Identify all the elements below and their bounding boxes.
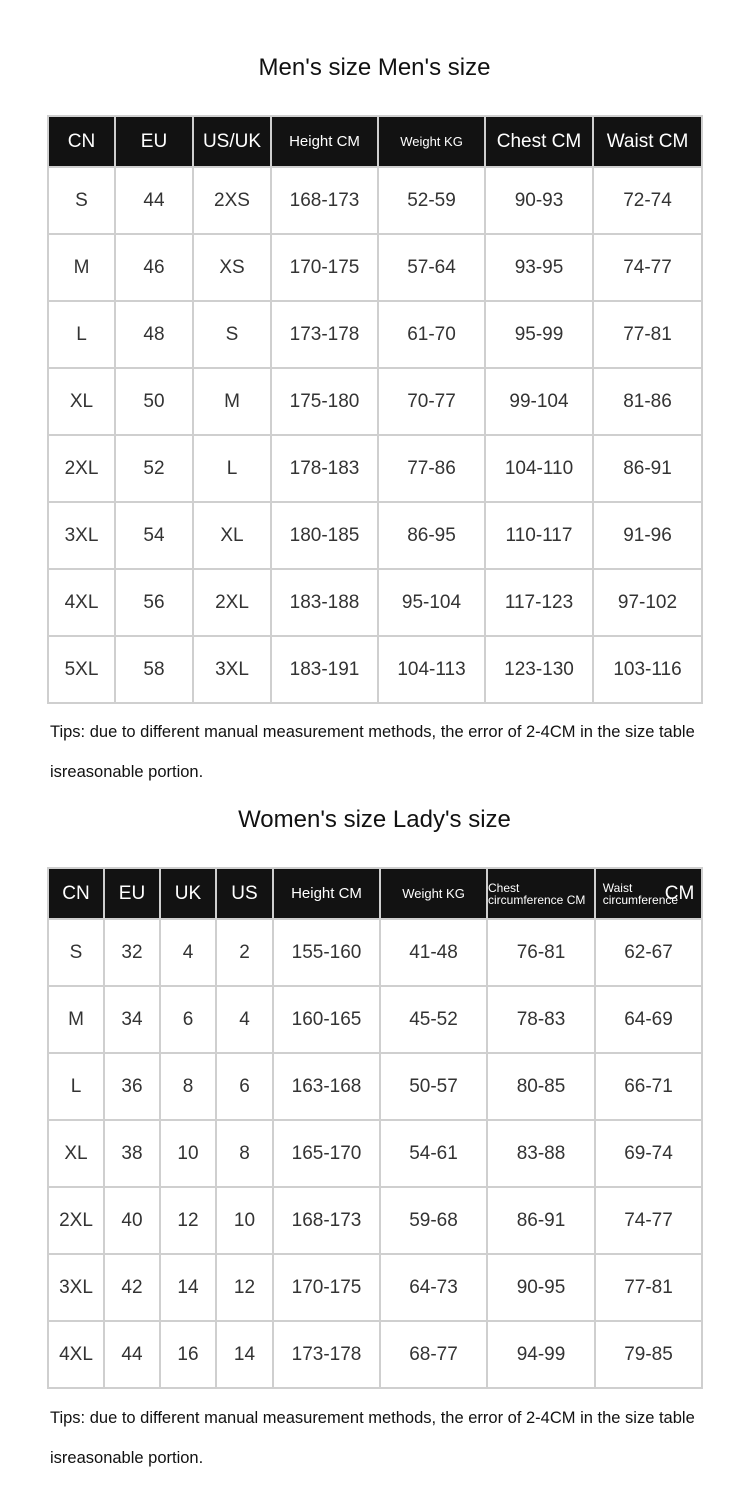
table-cell: S bbox=[48, 167, 115, 234]
table-row bbox=[48, 1053, 702, 1120]
table-cell: 123-130 bbox=[485, 636, 593, 703]
table-cell: 12 bbox=[160, 1187, 216, 1254]
table-cell: 48 bbox=[115, 301, 193, 368]
table-cell: 8 bbox=[216, 1120, 273, 1187]
table-cell: 175-180 bbox=[271, 368, 378, 435]
table-cell: 86-91 bbox=[593, 435, 702, 502]
table-cell: 168-173 bbox=[273, 1187, 380, 1254]
table-cell: 57-64 bbox=[378, 234, 485, 301]
table-cell: 76-81 bbox=[487, 919, 595, 986]
table-cell: 77-81 bbox=[593, 301, 702, 368]
table-cell: 104-113 bbox=[378, 636, 485, 703]
table-cell: 173-178 bbox=[273, 1321, 380, 1388]
table-row bbox=[48, 1254, 702, 1321]
table-cell: 95-99 bbox=[485, 301, 593, 368]
table-cell: 74-77 bbox=[593, 234, 702, 301]
table-cell: 180-185 bbox=[271, 502, 378, 569]
table-cell: 160-165 bbox=[273, 986, 380, 1053]
table-cell: 178-183 bbox=[271, 435, 378, 502]
table-cell: XL bbox=[48, 368, 115, 435]
table-cell: 10 bbox=[160, 1120, 216, 1187]
table-cell: 86-95 bbox=[378, 502, 485, 569]
table-cell: 41-48 bbox=[380, 919, 487, 986]
table-row bbox=[48, 301, 702, 368]
table-cell: 183-191 bbox=[271, 636, 378, 703]
table-row bbox=[48, 1321, 702, 1388]
table-cell: 163-168 bbox=[273, 1053, 380, 1120]
table-cell: 165-170 bbox=[273, 1120, 380, 1187]
table-row bbox=[48, 368, 702, 435]
header-cn: CN bbox=[48, 116, 115, 167]
table-cell: 83-88 bbox=[487, 1120, 595, 1187]
table-cell: 6 bbox=[160, 986, 216, 1053]
table-cell: 91-96 bbox=[593, 502, 702, 569]
table-cell: 3XL bbox=[48, 1254, 104, 1321]
table-row bbox=[48, 1187, 702, 1254]
table-cell: 58 bbox=[115, 636, 193, 703]
header-weight: Weight KG bbox=[380, 868, 487, 919]
men-tips: Tips: due to different manual measurement methods, the error of 2-4CM in the size table isreasonable portion. bbox=[50, 723, 695, 781]
header-chest: Chest CM bbox=[485, 116, 593, 167]
table-row bbox=[48, 234, 702, 301]
table-cell: 2XL bbox=[48, 435, 115, 502]
table-cell: 56 bbox=[115, 569, 193, 636]
table-cell: L bbox=[48, 301, 115, 368]
table-row bbox=[48, 636, 702, 703]
table-cell: 95-104 bbox=[378, 569, 485, 636]
table-cell: 10 bbox=[216, 1187, 273, 1254]
table-cell: 4 bbox=[160, 919, 216, 986]
header-waist-unit: CM bbox=[664, 882, 695, 904]
table-cell: 173-178 bbox=[271, 301, 378, 368]
table-cell: 42 bbox=[104, 1254, 160, 1321]
table-row bbox=[48, 502, 702, 569]
women-header-row bbox=[48, 868, 702, 919]
table-cell: 59-68 bbox=[380, 1187, 487, 1254]
table-cell: 44 bbox=[115, 167, 193, 234]
table-cell: 117-123 bbox=[485, 569, 593, 636]
table-cell: 6 bbox=[216, 1053, 273, 1120]
header-eu: EU bbox=[104, 868, 160, 919]
table-cell: 46 bbox=[115, 234, 193, 301]
header-waist-label: Waist circumference bbox=[602, 880, 679, 907]
table-cell: L bbox=[193, 435, 271, 502]
table-cell: 2XL bbox=[193, 569, 271, 636]
table-cell: 183-188 bbox=[271, 569, 378, 636]
header-weight: Weight KG bbox=[378, 116, 485, 167]
table-cell: 99-104 bbox=[485, 368, 593, 435]
table-cell: 32 bbox=[104, 919, 160, 986]
table-cell: 14 bbox=[216, 1321, 273, 1388]
table-cell: 8 bbox=[160, 1053, 216, 1120]
table-cell: 64-73 bbox=[380, 1254, 487, 1321]
table-row bbox=[48, 986, 702, 1053]
table-cell: 155-160 bbox=[273, 919, 380, 986]
header-us: US bbox=[216, 868, 273, 919]
table-row bbox=[48, 569, 702, 636]
women-tips: Tips: due to different manual measurement methods, the error of 2-4CM in the size table isreasonable portion. bbox=[50, 1409, 695, 1467]
table-cell: 36 bbox=[104, 1053, 160, 1120]
table-cell: 78-83 bbox=[487, 986, 595, 1053]
table-row bbox=[48, 1120, 702, 1187]
men-size-table bbox=[47, 115, 703, 704]
table-cell: 68-77 bbox=[380, 1321, 487, 1388]
table-cell: 70-77 bbox=[378, 368, 485, 435]
table-cell: 110-117 bbox=[485, 502, 593, 569]
table-cell: 104-110 bbox=[485, 435, 593, 502]
table-cell: 34 bbox=[104, 986, 160, 1053]
women-table-body bbox=[48, 919, 702, 1388]
header-chest: Chest circumference CM bbox=[487, 868, 595, 919]
table-cell: 4XL bbox=[48, 1321, 104, 1388]
table-cell: 77-81 bbox=[595, 1254, 702, 1321]
table-cell: XL bbox=[48, 1120, 104, 1187]
table-cell: 79-85 bbox=[595, 1321, 702, 1388]
table-cell: 64-69 bbox=[595, 986, 702, 1053]
table-cell: 97-102 bbox=[593, 569, 702, 636]
table-cell: 90-93 bbox=[485, 167, 593, 234]
table-cell: 77-86 bbox=[378, 435, 485, 502]
table-cell: 54 bbox=[115, 502, 193, 569]
table-cell: 45-52 bbox=[380, 986, 487, 1053]
men-size-title: Men's size Men's size bbox=[258, 54, 491, 81]
table-cell: XL bbox=[193, 502, 271, 569]
table-cell: 170-175 bbox=[271, 234, 378, 301]
table-cell: 3XL bbox=[48, 502, 115, 569]
header-height: Height CM bbox=[271, 116, 378, 167]
header-height: Height CM bbox=[273, 868, 380, 919]
header-us-uk: US/UK bbox=[193, 116, 271, 167]
table-cell: 4XL bbox=[48, 569, 115, 636]
header-uk: UK bbox=[160, 868, 216, 919]
table-cell: 2XL bbox=[48, 1187, 104, 1254]
table-cell: 2 bbox=[216, 919, 273, 986]
men-table-body bbox=[48, 167, 702, 703]
table-cell: 38 bbox=[104, 1120, 160, 1187]
table-cell: 90-95 bbox=[487, 1254, 595, 1321]
header-waist: Waist CM bbox=[593, 116, 702, 167]
header-eu: EU bbox=[115, 116, 193, 167]
table-cell: 93-95 bbox=[485, 234, 593, 301]
table-cell: L bbox=[48, 1053, 104, 1120]
table-cell: 94-99 bbox=[487, 1321, 595, 1388]
table-cell: 14 bbox=[160, 1254, 216, 1321]
table-cell: 80-85 bbox=[487, 1053, 595, 1120]
table-cell: 86-91 bbox=[487, 1187, 595, 1254]
table-cell: 5XL bbox=[48, 636, 115, 703]
table-cell: 40 bbox=[104, 1187, 160, 1254]
table-cell: 54-61 bbox=[380, 1120, 487, 1187]
header-waist bbox=[595, 868, 702, 919]
table-cell: 62-67 bbox=[595, 919, 702, 986]
table-cell: 61-70 bbox=[378, 301, 485, 368]
women-size-table bbox=[47, 867, 703, 1389]
table-cell: M bbox=[193, 368, 271, 435]
table-row bbox=[48, 167, 702, 234]
table-cell: 72-74 bbox=[593, 167, 702, 234]
table-row bbox=[48, 919, 702, 986]
table-cell: 168-173 bbox=[271, 167, 378, 234]
header-cn: CN bbox=[48, 868, 104, 919]
table-cell: 12 bbox=[216, 1254, 273, 1321]
table-cell: 103-116 bbox=[593, 636, 702, 703]
men-header-row bbox=[48, 116, 702, 167]
women-size-title: Women's size Lady's size bbox=[238, 806, 511, 833]
table-cell: 74-77 bbox=[595, 1187, 702, 1254]
table-cell: M bbox=[48, 986, 104, 1053]
table-cell: S bbox=[193, 301, 271, 368]
table-row bbox=[48, 435, 702, 502]
table-cell: 50 bbox=[115, 368, 193, 435]
table-cell: M bbox=[48, 234, 115, 301]
table-cell: 50-57 bbox=[380, 1053, 487, 1120]
table-cell: 16 bbox=[160, 1321, 216, 1388]
table-cell: 81-86 bbox=[593, 368, 702, 435]
table-cell: 170-175 bbox=[273, 1254, 380, 1321]
table-cell: 2XS bbox=[193, 167, 271, 234]
table-cell: XS bbox=[193, 234, 271, 301]
table-cell: 66-71 bbox=[595, 1053, 702, 1120]
table-cell: 44 bbox=[104, 1321, 160, 1388]
table-cell: 4 bbox=[216, 986, 273, 1053]
table-cell: 52-59 bbox=[378, 167, 485, 234]
table-cell: S bbox=[48, 919, 104, 986]
table-cell: 69-74 bbox=[595, 1120, 702, 1187]
table-cell: 3XL bbox=[193, 636, 271, 703]
table-cell: 52 bbox=[115, 435, 193, 502]
